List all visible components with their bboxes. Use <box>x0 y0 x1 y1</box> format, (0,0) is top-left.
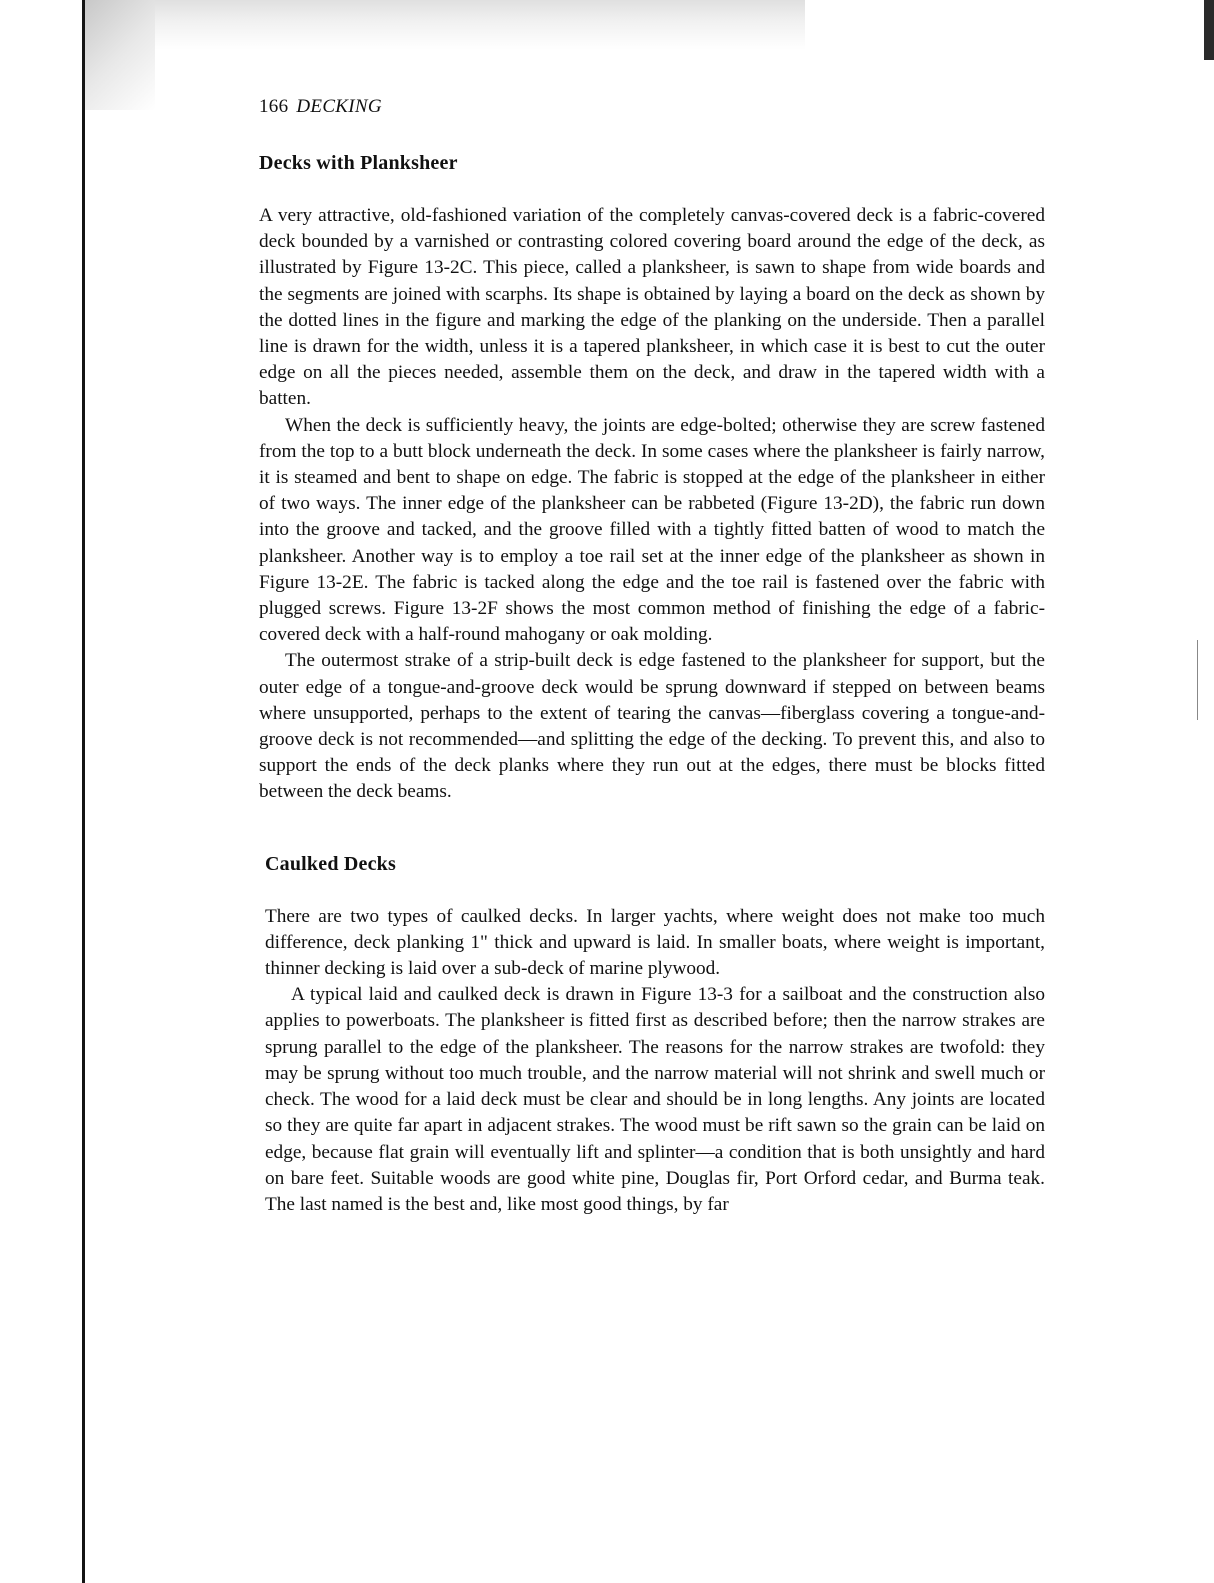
paragraph: There are two types of caulked decks. In larger yachts, where weight does not make too much difference, deck planking 1" thick and upward is laid. In smaller boats, where weight is important, thinner decking is laid over a sub-deck of marine plywood. <box>265 905 1045 980</box>
paragraph: When the deck is sufficiently heavy, the joints are edge-bolted; otherwise they are screw fastened from the top to a butt block underneath the deck. In some cases where the planksheer is fairly narrow, it is steamed and bent to shape on edge. The fabric is stopped at the edge of the planksheer in either of two ways. The inner edge of the planksheer can be rabbeted (Figure 13-2D), the fabric run down into the groove and tacked, and the groove filled with a tightly fitted batten of wood to match the planksheer. Another way is to employ a toe rail set at the inner edge of the planksheer as shown in Figure 13-2E. The fabric is tacked along the edge and the toe rail is fastened over the fabric with plugged screws. Figure 13-2F shows the most common method of finishing the edge of a fabric-covered deck with a half-round mahogany or oak molding. <box>259 414 1045 646</box>
paragraph: The outermost strake of a strip-built deck is edge fastened to the planksheer for support, but the outer edge of a tongue-and-groove deck would be sprung downward if stepped on between beams where unsupported, perhaps to the extent of tearing the canvas—fiberglass covering a tongue-and-groove deck is not recommended—and splitting the edge of the decking. To prevent this, and also to support the ends of the deck planks where they run out at the edges, there must be blocks fitted between the deck beams. <box>259 650 1045 803</box>
page-number: 166 <box>259 96 289 117</box>
scan-shadow-top <box>85 0 805 50</box>
book-page <box>259 96 1045 1218</box>
scan-mark-right <box>1197 640 1198 720</box>
scan-shadow-corner <box>85 0 155 110</box>
section-heading-caulked-decks: Caulked Decks <box>265 852 396 875</box>
scan-edge-right <box>1204 0 1214 60</box>
paragraph: A typical laid and caulked deck is drawn in Figure 13-3 for a sailboat and the construction also applies to powerboats. The planksheer is fitted first as described before; then the narrow strakes are sprung parallel to the edge of the planksheer. The reasons for the narrow strakes are twofold: they may be sprung without too much trouble, and the narrow material will not shrink and swell much or check. The wood for a laid deck must be clear and should be in long lengths. Any joints are located so they are quite far apart in adjacent strakes. The wood must be rift sawn so the grain can be laid on edge, because flat grain will eventually lift and splinter—a condition that is both unsightly and hard on bare feet. Suitable woods are good white pine, Douglas fir, Port Orford cedar, and Burma teak. The last named is the best and, like most good things, by far <box>265 984 1045 1215</box>
section-heading-planksheer: Decks with Planksheer <box>259 152 458 174</box>
running-head-section: DECKING <box>296 96 382 117</box>
paragraph: A very attractive, old-fashioned variation of the completely canvas-covered deck is a fabric-covered deck bounded by a varnished or contrasting colored covering board around the edge of the deck, as illustrated by Figure 13-2C. This piece, called a planksheer, is sawn to shape from wide boards and the segments are joined with scarphs. Its shape is obtained by laying a board on the deck as shown by the dotted lines in the figure and marking the edge of the planking on the underside. Then a parallel line is drawn for the width, unless it is a tapered planksheer, in which case it is best to cut the outer edge on all the pieces needed, assemble them on the deck, and draw in the tapered width with a batten. <box>259 205 1045 410</box>
scan-edge-left <box>82 0 85 1583</box>
running-head <box>259 96 1045 126</box>
